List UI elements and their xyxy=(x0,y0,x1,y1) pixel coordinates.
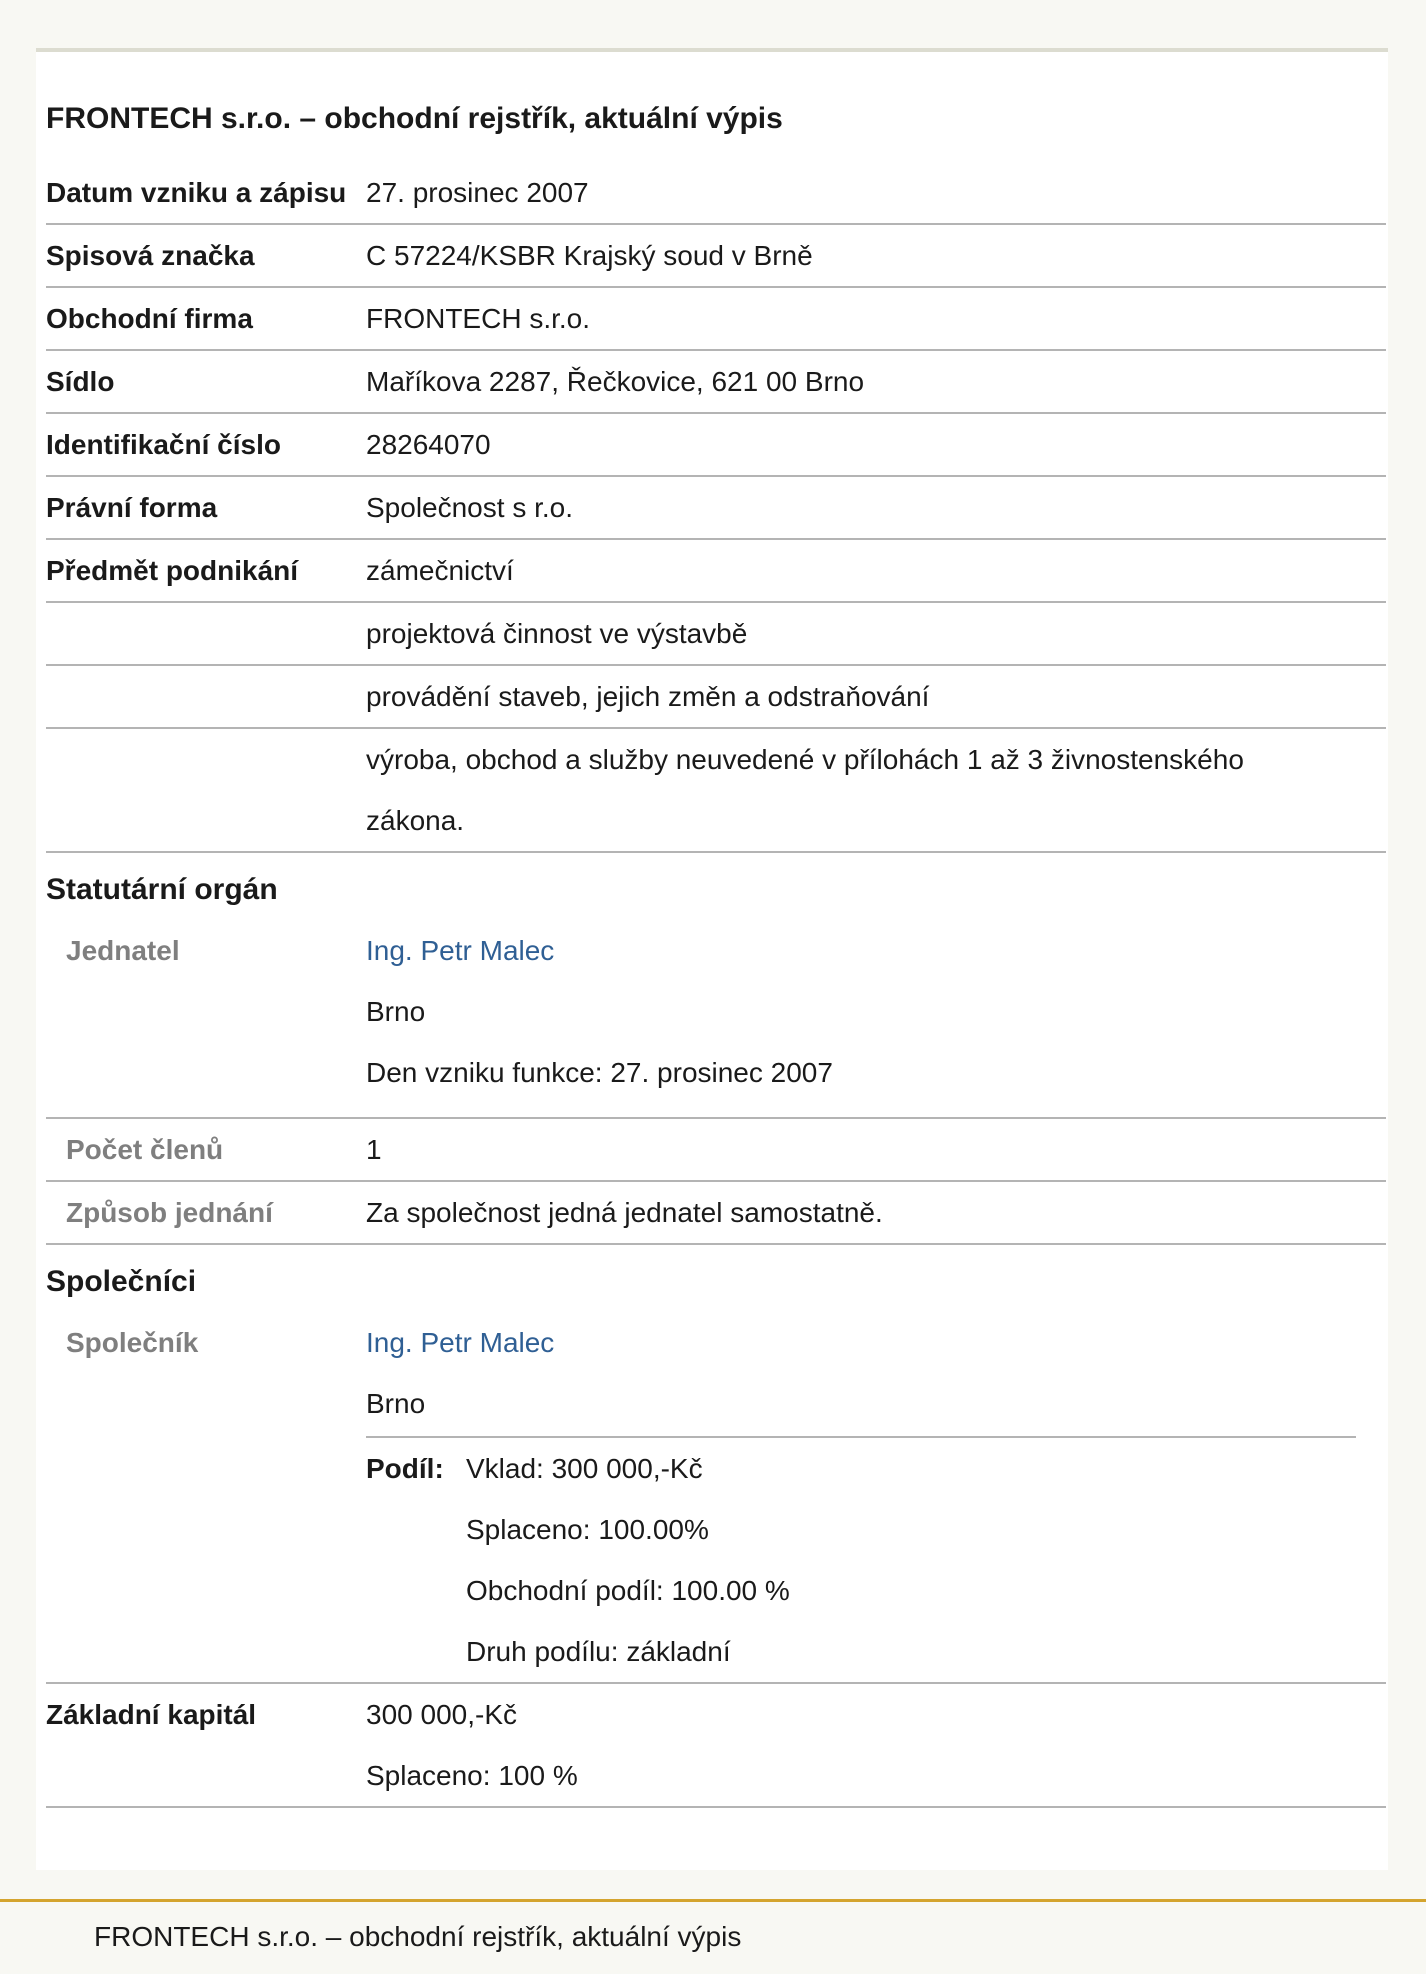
row-label: Způsob jednání xyxy=(66,1197,273,1228)
podil-lines xyxy=(466,1438,790,1682)
row-predmet-item xyxy=(46,666,1386,729)
row-label: Společník xyxy=(66,1327,199,1358)
row-label: Předmět podnikání xyxy=(46,555,299,586)
row-label: Obchodní firma xyxy=(46,303,253,334)
podil-line: Druh podílu: základní xyxy=(466,1636,731,1667)
footer-title: FRONTECH s.r.o. – obchodní rejstřík, aktuální výpis xyxy=(94,1921,742,1952)
row-value: Společnost s r.o. xyxy=(366,492,574,523)
spolecnik-city: Brno xyxy=(366,1388,426,1419)
footer-divider xyxy=(0,1899,1426,1902)
podil-line: Vklad: 300 000,-Kč xyxy=(466,1453,703,1484)
row-value: zámečnictví xyxy=(366,555,514,586)
row-value xyxy=(366,1684,1386,1806)
row-label: Počet členů xyxy=(66,1134,224,1165)
row-value: FRONTECH s.r.o. xyxy=(366,303,591,334)
row-value xyxy=(366,1312,1386,1682)
row-label: Základní kapitál xyxy=(46,1699,257,1730)
row-label: Sídlo xyxy=(46,366,115,397)
row-zakladni-kapital xyxy=(46,1684,1386,1808)
row-value: výroba, obchod a služby neuvedené v přílohách 1 až 3 živnostenského zákona. xyxy=(366,744,1244,836)
row-value: 27. prosinec 2007 xyxy=(366,177,589,208)
row-spolecnik xyxy=(46,1312,1386,1684)
row-predmet xyxy=(46,540,1386,603)
row-spisova-znacka xyxy=(46,225,1386,288)
row-value: Maříkova 2287, Řečkovice, 621 00 Brno xyxy=(366,366,865,397)
jednatel-city: Brno xyxy=(366,996,426,1027)
row-obchodni-firma xyxy=(46,288,1386,351)
row-value: Za společnost jedná jednatel samostatně. xyxy=(366,1197,883,1228)
row-value: projektová činnost ve výstavbě xyxy=(366,618,748,649)
registry-table xyxy=(46,162,1386,1808)
row-value: C 57224/KSBR Krajský soud v Brně xyxy=(366,240,813,271)
row-label: Jednatel xyxy=(66,935,180,966)
section-statutarni: Statutární orgán xyxy=(46,873,278,906)
spolecnik-link[interactable]: Ing. Petr Malec xyxy=(366,1327,555,1358)
podil-line: Obchodní podíl: 100.00 % xyxy=(466,1575,790,1606)
row-zpusob-jednani xyxy=(46,1182,1386,1245)
page-title: FRONTECH s.r.o. – obchodní rejstřík, aktuální výpis xyxy=(46,102,783,135)
kapital-value: 300 000,-Kč xyxy=(366,1699,517,1730)
podil-block xyxy=(366,1438,1386,1682)
row-ico xyxy=(46,414,1386,477)
row-value: 28264070 xyxy=(366,429,491,460)
kapital-paid: Splaceno: 100 % xyxy=(366,1760,578,1791)
row-value: provádění staveb, jejich změn a odstraňování xyxy=(366,681,930,712)
row-value: 1 xyxy=(366,1134,382,1165)
document-page xyxy=(36,48,1388,1870)
jednatel-link[interactable]: Ing. Petr Malec xyxy=(366,935,555,966)
row-sidlo xyxy=(46,351,1386,414)
row-datum-vzniku xyxy=(46,162,1386,225)
row-jednatel xyxy=(46,920,1386,1119)
podil-line: Splaceno: 100.00% xyxy=(466,1514,709,1545)
section-spolecnici: Společníci xyxy=(46,1265,197,1298)
row-pocet-clenu xyxy=(46,1119,1386,1182)
row-pravni-forma xyxy=(46,477,1386,540)
row-label: Právní forma xyxy=(46,492,218,523)
jednatel-since: Den vzniku funkce: 27. prosinec 2007 xyxy=(366,1057,833,1088)
row-label: Spisová značka xyxy=(46,240,255,271)
podil-label: Podíl: xyxy=(366,1453,444,1484)
row-predmet-item xyxy=(46,603,1386,666)
row-value xyxy=(366,920,1386,1117)
row-label: Datum vzniku a zápisu xyxy=(46,177,347,208)
row-predmet-item xyxy=(46,729,1386,853)
row-label: Identifikační číslo xyxy=(46,429,281,460)
